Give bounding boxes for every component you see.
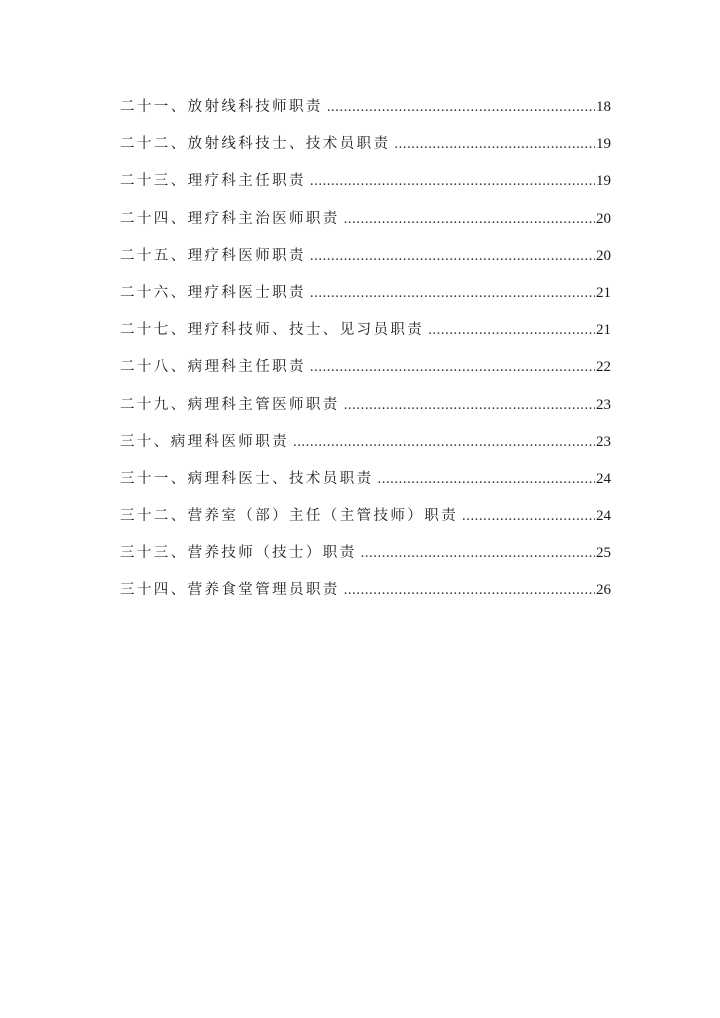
toc-entry-page: 19 xyxy=(596,136,611,153)
toc-entry-title: 三十、病理科医师职责 xyxy=(120,433,289,450)
dot-leader xyxy=(310,168,595,195)
dot-leader xyxy=(344,392,595,419)
dot-leader xyxy=(310,243,595,270)
toc-entry-title: 二十三、理疗科主任职责 xyxy=(120,173,306,190)
toc-entry-page: 21 xyxy=(596,284,611,301)
toc-entry xyxy=(120,168,611,205)
toc-entry-page: 23 xyxy=(596,433,611,450)
toc-entry xyxy=(120,131,611,168)
toc-entry-page: 25 xyxy=(596,545,611,562)
toc-entry-title: 三十二、营养室（部）主任（主管技师）职责 xyxy=(120,508,458,525)
toc-entry-page: 23 xyxy=(596,396,611,413)
toc-entry-title: 二十四、理疗科主治医师职责 xyxy=(120,210,340,227)
toc-entry-title: 二十五、理疗科医师职责 xyxy=(120,247,306,264)
table-of-contents xyxy=(120,94,611,615)
dot-leader xyxy=(344,206,595,233)
toc-entry xyxy=(120,280,611,317)
dot-leader xyxy=(378,466,596,493)
toc-entry xyxy=(120,577,611,614)
toc-entry xyxy=(120,503,611,540)
dot-leader xyxy=(327,94,595,121)
toc-entry-title: 二十九、病理科主管医师职责 xyxy=(120,396,340,413)
dot-leader xyxy=(394,131,595,158)
toc-entry xyxy=(120,317,611,354)
toc-entry xyxy=(120,429,611,466)
toc-entry-page: 24 xyxy=(596,470,611,487)
dot-leader xyxy=(344,577,595,604)
toc-entry-title: 二十二、放射线科技士、技术员职责 xyxy=(120,136,391,153)
toc-entry xyxy=(120,392,611,429)
toc-entry-title: 三十三、营养技师（技士）职责 xyxy=(120,545,357,562)
dot-leader xyxy=(310,354,595,381)
toc-entry xyxy=(120,466,611,503)
toc-entry-title: 二十七、理疗科技师、技士、见习员职责 xyxy=(120,322,425,339)
toc-entry-title: 二十八、病理科主任职责 xyxy=(120,359,306,376)
toc-entry-title: 二十一、放射线科技师职责 xyxy=(120,99,323,115)
toc-entry-title: 二十六、理疗科医士职责 xyxy=(120,284,306,301)
toc-entry-page: 20 xyxy=(596,247,611,264)
dot-leader xyxy=(310,280,595,307)
toc-entry-page: 26 xyxy=(596,582,611,599)
toc-entry xyxy=(120,243,611,280)
toc-entry-page: 24 xyxy=(596,508,611,525)
toc-entry-page: 21 xyxy=(596,322,611,339)
toc-entry xyxy=(120,540,611,577)
toc-entry-title: 三十四、营养食堂管理员职责 xyxy=(120,582,340,599)
toc-entry xyxy=(120,206,611,243)
dot-leader xyxy=(462,503,595,530)
toc-entry xyxy=(120,94,611,131)
dot-leader xyxy=(428,317,595,344)
toc-entry-page: 20 xyxy=(596,210,611,227)
dot-leader xyxy=(361,540,595,567)
toc-entry xyxy=(120,354,611,391)
toc-entry-page: 19 xyxy=(596,173,611,190)
toc-entry-title: 三十一、病理科医士、技术员职责 xyxy=(120,470,374,487)
dot-leader xyxy=(293,429,595,456)
toc-entry-page: 18 xyxy=(596,99,611,115)
toc-entry-page: 22 xyxy=(596,359,611,376)
